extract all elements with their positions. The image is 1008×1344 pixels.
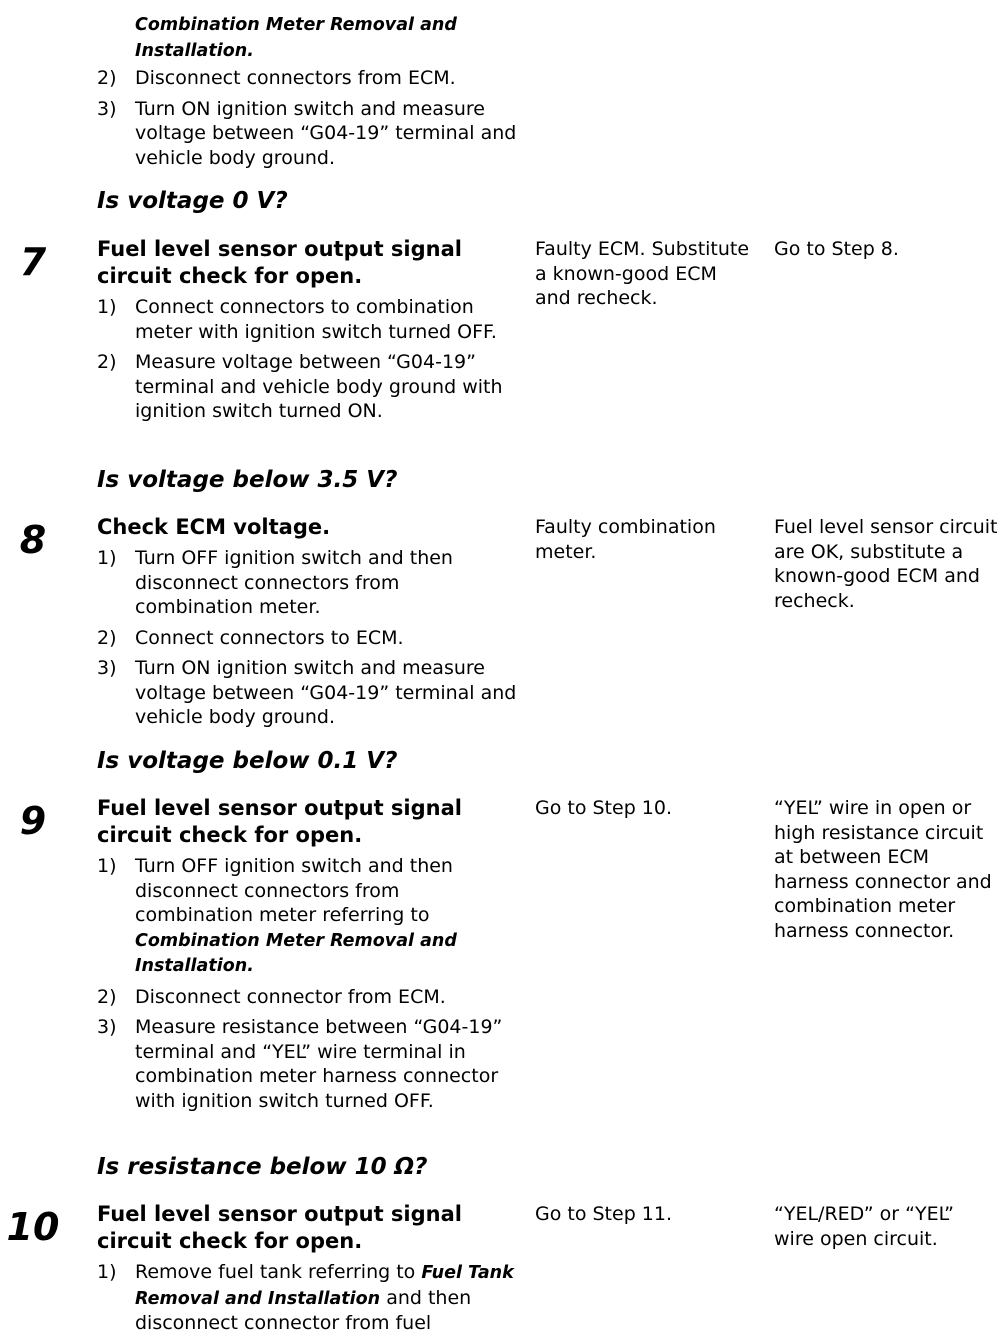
step-check (97, 514, 517, 736)
substep: 1) Remove fuel tank referring to Fuel Tank Removal and Installation and then disconnect connector from fuel (97, 1261, 514, 1334)
step-title: Fuel level sensor output signal circuit check for open. (97, 237, 462, 288)
step-title: Fuel level sensor output signal circuit check for open. (97, 796, 462, 847)
substep: 3) Turn ON ignition switch and measure voltage between “G04-19” terminal and vehicle body ground. (97, 97, 517, 169)
continuation-substeps (97, 66, 517, 176)
step-title: Check ECM voltage. (97, 515, 331, 539)
step-number: 10 (6, 1205, 60, 1249)
no-result: “YEL/RED” or “YEL” wire open circuit. (774, 1203, 955, 1250)
substep: 3) Measure resistance between “G04-19” terminal and “YEL” wire terminal in combination meter harness connector with ignition switch turned OFF. (97, 1016, 503, 1112)
substep: 2) Disconnect connectors from ECM. (97, 67, 456, 89)
substep: 3) Turn ON ignition switch and measure voltage between “G04-19” terminal and vehicle body ground. (97, 657, 517, 728)
reference-link[interactable]: Installation (135, 40, 248, 61)
step-number: 8 (19, 518, 47, 562)
no-result: Fuel level sensor circuit are OK, substitute a known-good ECM and recheck. (774, 516, 998, 612)
reference-link[interactable]: Tank Removal and Installation (135, 1263, 514, 1309)
continuation-reference: Combination Meter Removal and Installation. (135, 15, 457, 61)
step-check (97, 236, 517, 430)
step-question: Is voltage below 3.5 V? (97, 467, 398, 493)
step-check (97, 795, 517, 1119)
yes-result: Faulty ECM. Substitute a known-good ECM and recheck. (535, 238, 750, 309)
substeps (97, 295, 517, 424)
reference-link[interactable]: Combination Meter Removal and (135, 930, 457, 951)
reference-link[interactable]: Installation (135, 956, 248, 976)
yes-result: Go to Step 10. (535, 797, 673, 819)
step-question: Is voltage 0 V? (97, 188, 288, 214)
step-title: Fuel level sensor output signal circuit check for open. (97, 1202, 462, 1253)
substep: 2) Connect connectors to ECM. (97, 626, 404, 649)
yes-result: Go to Step 11. (535, 1203, 673, 1225)
substeps (97, 546, 517, 730)
step-check (97, 1201, 517, 1342)
substep: 1) Connect connectors to combination meter with ignition switch turned OFF. (97, 296, 497, 343)
reference-link[interactable]: Fuel (421, 1263, 462, 1283)
substep: 1) Turn OFF ignition switch and then disconnect connectors from combination meter referring to Combination Meter Removal and Installation. (97, 855, 457, 976)
substep: 2) Measure voltage between “G04-19” terminal and vehicle body ground with ignition switch turned ON. (97, 351, 503, 422)
substeps (97, 854, 517, 1113)
substep: 1) Turn OFF ignition switch and then disconnect connectors from combination meter. (97, 547, 453, 618)
step-question: Is voltage below 0.1 V? (97, 748, 398, 774)
step-question: Is resistance below 10 Ω? (97, 1154, 428, 1180)
step-number: 9 (19, 799, 47, 843)
no-result: Go to Step 8. (774, 238, 899, 260)
yes-result: Faulty combination meter. (535, 516, 716, 563)
substeps (97, 1260, 517, 1336)
step-number: 7 (19, 240, 47, 284)
no-result: “YEL” wire in open or high resistance circuit at between ECM harness connector and combination meter harness connector. (774, 797, 992, 942)
reference-link[interactable]: Combination Meter Removal and (135, 15, 457, 35)
substep: 2) Disconnect connector from ECM. (97, 985, 446, 1008)
